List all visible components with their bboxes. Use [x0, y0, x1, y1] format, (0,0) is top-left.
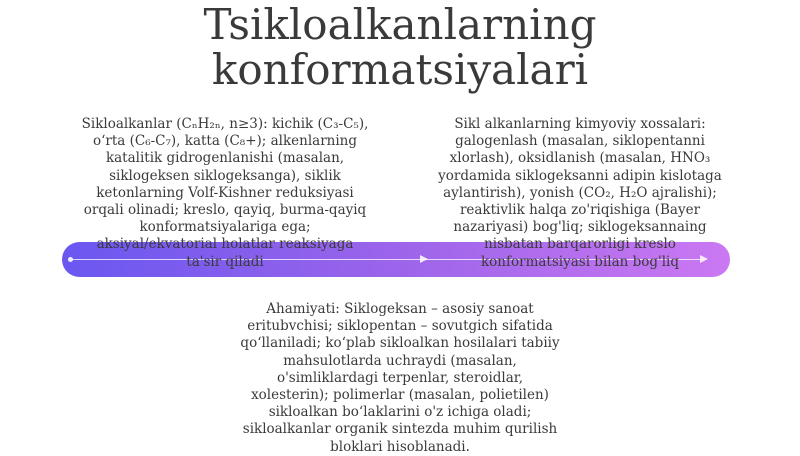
bottom-text-block: Ahamiyati: Siklogeksan – asosiy sanoat eritubvchisi; siklopentan – sovutgich sifatida qo‘llaniladi; ko‘plab sikloalkan hosilalari tabiiy mahsulotlarda uchraydi (masalan, o'simliklardagi terpenlar, steroidlar, xolesterin); polimerlar (masalan, polietilen) sikloalkan bo‘laklarini o'z ichiga oladi; sikloalkanlar organik sintezda muhim qurilish bloklari hisoblanadi. — [240, 301, 560, 455]
title-line-1: Tsikloalkanlarning — [203, 0, 597, 49]
page-title — [0, 2, 800, 92]
arrow-head-icon — [420, 255, 428, 263]
title-line-2: konformatsiyalari — [211, 45, 589, 94]
right-text-block: Sikl alkanlarning kimyoviy xossalari: galogenlash (masalan, siklopentanni xlorlash), oksidlanish (masalan, HNO₃ yordamida siklogeksanni adipin kislotaga aylantirish), yonish (CO₂, H₂O ajralishi); reaktivlik halqa zo'riqishiga (Bayer nazariyasi) bog'liq; siklogeksannaing nisbatan barqarorligi kreslo konformatsiyasi bilan bog'liq — [438, 116, 722, 270]
timeline-dot — [68, 257, 73, 262]
left-text-block: Sikloalkanlar (CₙH₂ₙ, n≥3): kichik (C₃-C₅), o‘rta (C₆-C₇), katta (C₈+); alkenlarning katalitik gidrogenlanishi (masalan, siklogeksen siklogeksanga), siklik ketonlarning Volf-Kishner reduksiyasi orqali olinadi; kreslo, qayiq, burma-qayiq konformatsiyalariga ega; aksiyal/ekvatorial holatlar reaksiyaga ta'sir qiladi — [81, 116, 369, 270]
